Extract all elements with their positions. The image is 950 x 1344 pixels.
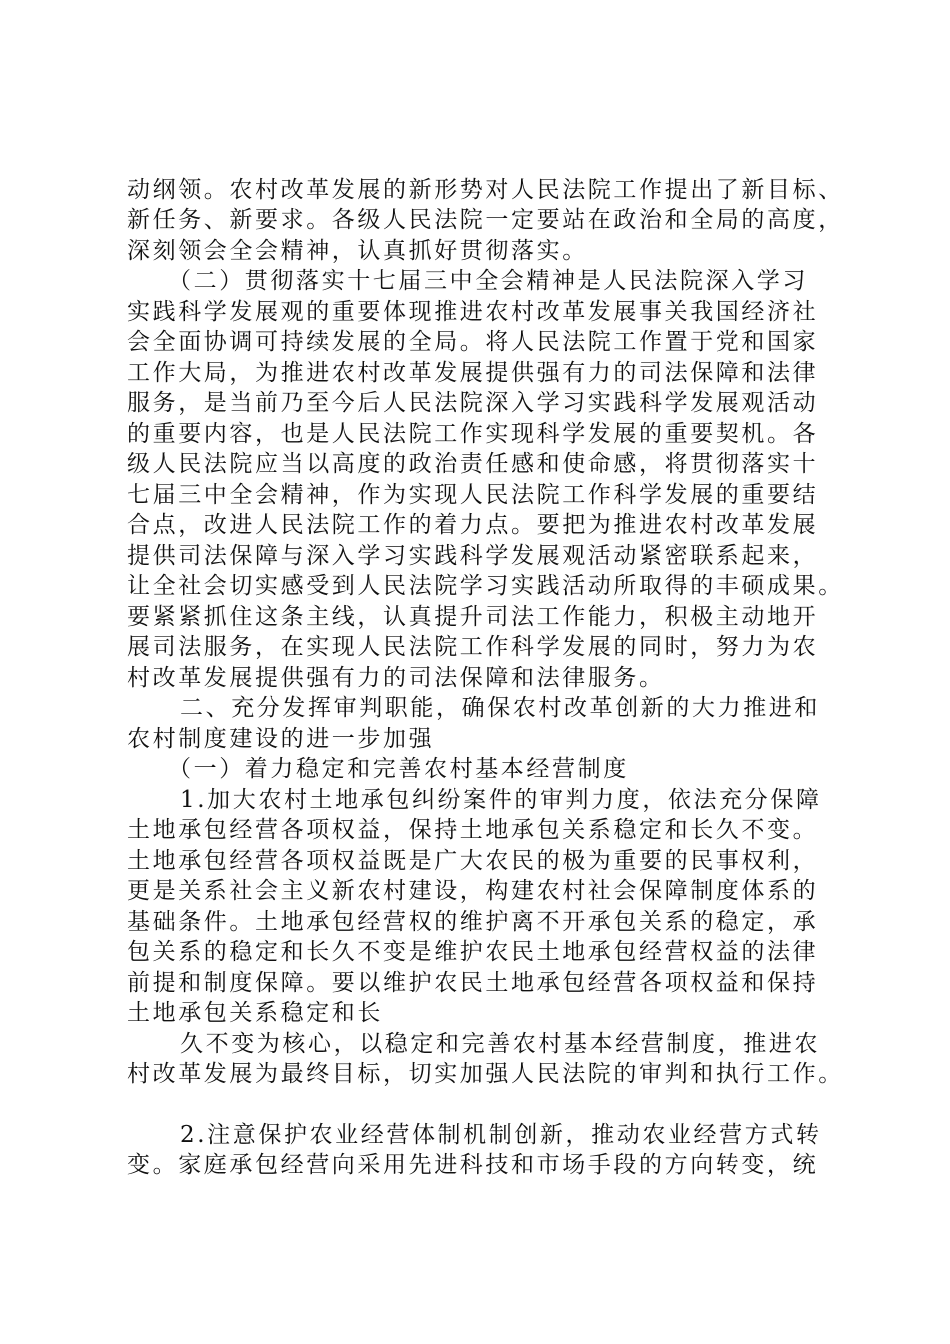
text-line: 服务，是当前乃至今后人民法院深入学习实践科学发展观活动 xyxy=(127,390,819,416)
text-line: 七届三中全会精神，作为实现人民法院工作科学发展的重要结 xyxy=(127,482,819,508)
subsection-heading: （一）着力稳定和完善农村基本经营制度 xyxy=(168,756,629,782)
text-line: 变。家庭承包经营向采用先进科技和市场手段的方向转变，统 xyxy=(127,1152,819,1178)
text-line: 动纲领。农村改革发展的新形势对人民法院工作提出了新目标、 xyxy=(127,177,844,203)
text-line: 村改革发展提供强有力的司法保障和法律服务。 xyxy=(127,665,665,691)
text-line: 展司法服务，在实现人民法院工作科学发展的同时，努力为农 xyxy=(127,634,819,660)
section-heading: 二、充分发挥审判职能，确保农村改革创新的大力推进和 xyxy=(180,695,820,721)
text-line: 1.加大农村土地承包纠纷案件的审判力度，依法充分保障 xyxy=(180,787,822,813)
text-line: 基础条件。土地承包经营权的维护离不开承包关系的稳定，承 xyxy=(127,909,819,935)
text-line: 的重要内容，也是人民法院工作实现科学发展的重要契机。各 xyxy=(127,421,819,447)
text-line: 土地承包关系稳定和长 xyxy=(127,1000,383,1026)
text-line: 工作大局，为推进农村改革发展提供强有力的司法保障和法律 xyxy=(127,360,819,386)
text-line: 会全面协调可持续发展的全局。将人民法院工作置于党和国家 xyxy=(127,329,819,355)
text-line: 深刻领会全会精神，认真抓好贯彻落实。 xyxy=(127,238,588,264)
text-line: 土地承包经营各项权益既是广大农民的极为重要的民事权利， xyxy=(127,848,819,874)
text-line: 前提和制度保障。要以维护农民土地承包经营各项权益和保持 xyxy=(127,970,819,996)
text-line: 新任务、新要求。各级人民法院一定要站在政治和全局的高度， xyxy=(127,207,844,233)
text-line: 级人民法院应当以高度的政治责任感和使命感，将贯彻落实十 xyxy=(127,451,819,477)
text-line: 更是关系社会主义新农村建设，构建农村社会保障制度体系的 xyxy=(127,878,819,904)
text-line: 合点，改进人民法院工作的着力点。要把为推进农村改革发展 xyxy=(127,512,819,538)
text-line: 2.注意保护农业经营体制机制创新，推动农业经营方式转 xyxy=(180,1122,822,1148)
text-line: 要紧紧抓住这条主线，认真提升司法工作能力，积极主动地开 xyxy=(127,604,819,630)
text-line: 村改革发展为最终目标，切实加强人民法院的审判和执行工作。 xyxy=(127,1061,844,1087)
section-heading: （二）贯彻落实十七届三中全会精神是人民法院深入学习 xyxy=(168,268,808,294)
text-line: 提供司法保障与深入学习实践科学发展观活动紧密联系起来， xyxy=(127,543,819,569)
text-line: 让全社会切实感受到人民法院学习实践活动所取得的丰硕成果。 xyxy=(127,573,844,599)
text-line: 久不变为核心，以稳定和完善农村基本经营制度，推进农 xyxy=(180,1031,820,1057)
text-line: 实践科学发展观的重要体现推进农村改革发展事关我国经济社 xyxy=(127,299,819,325)
section-heading: 农村制度建设的进一步加强 xyxy=(127,726,435,752)
text-line: 包关系的稳定和长久不变是维护农民土地承包经营权益的法律 xyxy=(127,939,819,965)
text-line: 土地承包经营各项权益，保持土地承包关系稳定和长久不变。 xyxy=(127,817,819,843)
